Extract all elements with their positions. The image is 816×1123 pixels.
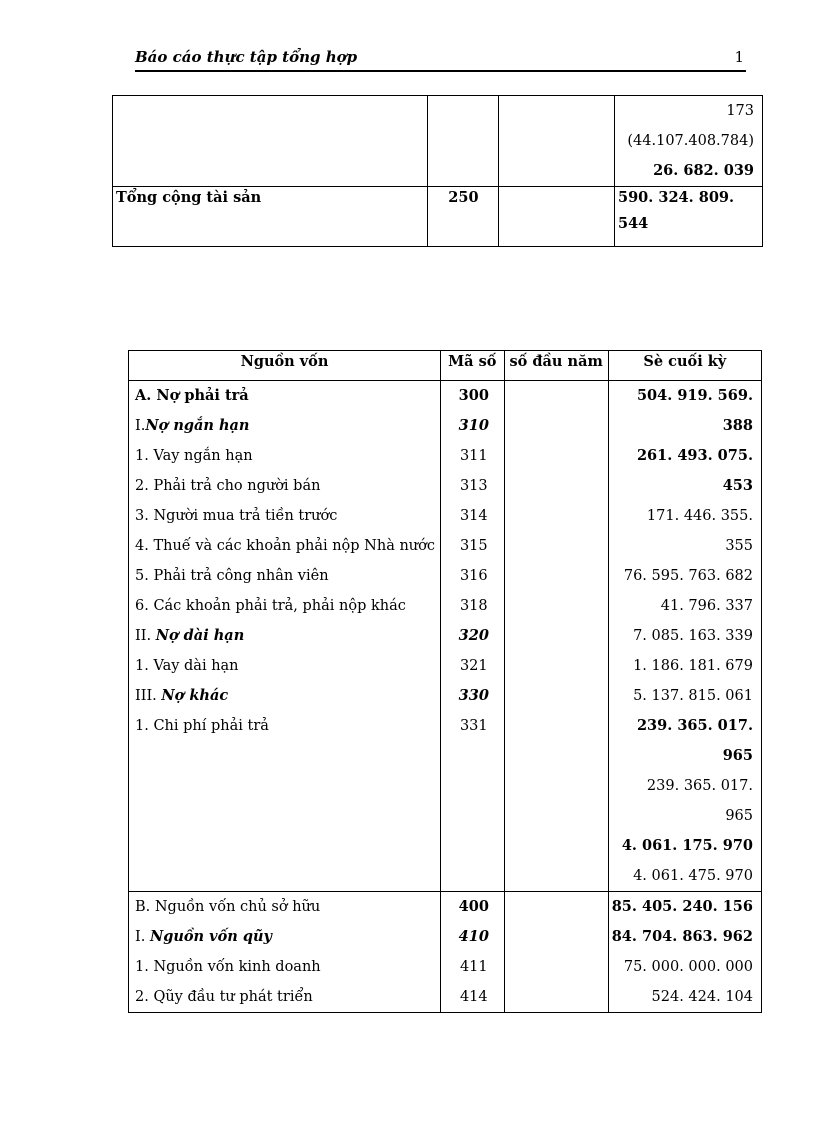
row-code: 331 bbox=[459, 718, 488, 734]
row-value: 4. 061. 475. 970 bbox=[633, 868, 753, 884]
table-cell bbox=[615, 187, 763, 247]
row-value: 239. 365. 017. bbox=[636, 717, 753, 734]
table-cell bbox=[428, 187, 499, 247]
row-label: I. Nguồn vốn qũy bbox=[135, 928, 272, 945]
row-code: 315 bbox=[459, 538, 488, 554]
row-label: 1. Nguồn vốn kinh doanh bbox=[135, 959, 321, 975]
table-row bbox=[129, 381, 762, 892]
page-number: 1 bbox=[734, 48, 744, 66]
row-code: 300 bbox=[458, 387, 489, 404]
end-period-cell bbox=[608, 381, 761, 892]
total-assets-value: 544 bbox=[618, 215, 649, 232]
start-year-cell bbox=[504, 381, 608, 892]
row-code: 321 bbox=[459, 658, 488, 674]
header-title: Báo cáo thực tập tổng hợp bbox=[135, 48, 358, 66]
label-cell bbox=[129, 381, 441, 892]
start-year-cell bbox=[504, 892, 608, 1013]
row-value: 7. 085. 163. 339 bbox=[633, 628, 753, 644]
value-line: 26. 682. 039 bbox=[653, 162, 754, 179]
table-cell bbox=[113, 96, 428, 187]
row-label: 1. Vay dài hạn bbox=[135, 658, 239, 674]
row-code: 316 bbox=[459, 568, 488, 584]
row-label: 2. Phải trả cho người bán bbox=[135, 478, 321, 494]
table-cell bbox=[499, 96, 615, 187]
row-code: 330 bbox=[458, 687, 489, 704]
table-row bbox=[129, 892, 762, 1013]
row-label: 5. Phải trả công nhân viên bbox=[135, 568, 329, 584]
table-row bbox=[113, 187, 763, 247]
table-cell bbox=[428, 96, 499, 187]
row-value: 171. 446. 355. bbox=[646, 508, 753, 524]
row-code: 411 bbox=[459, 959, 488, 975]
row-value: 41. 796. 337 bbox=[660, 598, 753, 614]
row-label: 2. Qũy đầu tư phát triển bbox=[135, 989, 313, 1005]
label-cell bbox=[129, 892, 441, 1013]
row-value: 355 bbox=[725, 538, 753, 554]
total-assets-code: 250 bbox=[448, 189, 479, 206]
row-value: 5. 137. 815. 061 bbox=[633, 688, 753, 704]
row-label: I.Nợ ngắn hạn bbox=[135, 417, 250, 434]
row-code: 410 bbox=[458, 928, 489, 945]
capital-sources-table bbox=[128, 350, 762, 1013]
row-value: 239. 365. 017. bbox=[646, 778, 753, 794]
row-code: 314 bbox=[459, 508, 488, 524]
value-line: 173 bbox=[726, 103, 754, 119]
header-cell: Sè cuối kỳ bbox=[608, 351, 761, 381]
page-header bbox=[135, 48, 746, 72]
table-cell bbox=[113, 187, 428, 247]
code-cell bbox=[440, 892, 504, 1013]
row-label: B. Nguồn vốn chủ sở hữu bbox=[135, 899, 321, 915]
row-value: 388 bbox=[722, 417, 753, 434]
row-value: 965 bbox=[722, 747, 753, 764]
row-label: 1. Chi phí phải trả bbox=[135, 718, 269, 734]
row-label: 4. Thuế và các khoản phải nộp Nhà nước bbox=[135, 538, 435, 554]
header-cell: Mã số bbox=[440, 351, 504, 381]
row-code: 311 bbox=[459, 448, 488, 464]
row-value: 453 bbox=[722, 477, 753, 494]
table-header-row bbox=[129, 351, 762, 381]
row-code: 313 bbox=[459, 478, 488, 494]
total-assets-label: Tổng cộng tài sản bbox=[116, 189, 262, 206]
row-code: 320 bbox=[458, 627, 489, 644]
row-code: 310 bbox=[458, 417, 489, 434]
row-label: II. Nợ dài hạn bbox=[135, 627, 245, 644]
total-assets-value: 590. 324. 809. bbox=[618, 189, 735, 206]
row-code: 318 bbox=[459, 598, 488, 614]
row-value: 504. 919. 569. bbox=[636, 387, 753, 404]
assets-total-table bbox=[112, 95, 763, 247]
row-code: 400 bbox=[458, 898, 489, 915]
end-period-cell bbox=[608, 892, 761, 1013]
row-label: III. Nợ khác bbox=[135, 687, 229, 704]
row-value: 261. 493. 075. bbox=[636, 447, 753, 464]
table-cell bbox=[499, 187, 615, 247]
header-cell: số đầu năm bbox=[504, 351, 608, 381]
table-row bbox=[113, 96, 763, 187]
row-label: 6. Các khoản phải trả, phải nộp khác bbox=[135, 598, 406, 614]
code-cell bbox=[440, 381, 504, 892]
row-value: 75. 000. 000. 000 bbox=[623, 959, 753, 975]
row-value: 84. 704. 863. 962 bbox=[611, 928, 753, 945]
row-label: 1. Vay ngắn hạn bbox=[135, 448, 253, 464]
row-value: 76. 595. 763. 682 bbox=[623, 568, 753, 584]
table-cell bbox=[615, 96, 763, 187]
row-label: 3. Người mua trả tiền trước bbox=[135, 508, 338, 524]
row-value: 85. 405. 240. 156 bbox=[611, 898, 753, 915]
row-value: 524. 424. 104 bbox=[651, 989, 753, 1005]
row-code: 414 bbox=[459, 989, 488, 1005]
row-label: A. Nợ phải trả bbox=[135, 387, 249, 404]
row-value: 965 bbox=[725, 808, 753, 824]
row-value: 4. 061. 175. 970 bbox=[621, 837, 753, 854]
header-cell: Nguồn vốn bbox=[129, 351, 441, 381]
row-value: 1. 186. 181. 679 bbox=[633, 658, 753, 674]
value-line: (44.107.408.784) bbox=[627, 133, 754, 149]
